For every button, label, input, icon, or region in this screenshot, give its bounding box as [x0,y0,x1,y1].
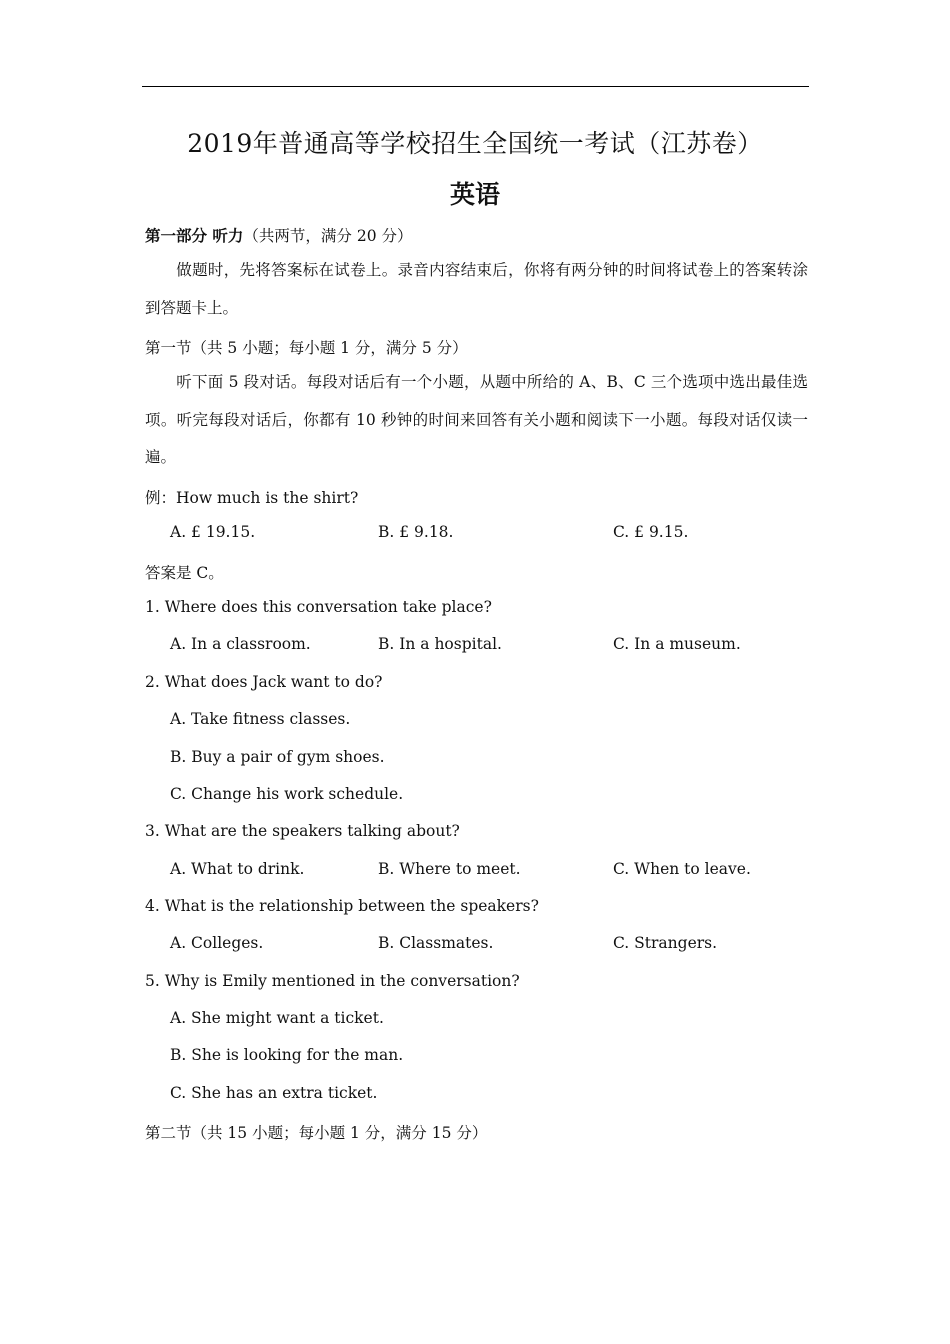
header-rule [142,86,809,87]
part1-instruction-text: 做题时，先将答案标在试卷上。录音内容结束后，你将有两分钟的时间将试卷上的答案转涂到答题卡上。 [145,261,808,317]
q3-option-b: B. Where to meet. [378,860,521,878]
q1-option-c: C. In a museum. [613,635,741,653]
question-5: 5. Why is Emily mentioned in the conversation? [145,972,520,990]
q2-option-a: A. Take fitness classes. [170,710,351,728]
q5-option-b: B. She is looking for the man. [170,1046,404,1064]
question-1: 1. Where does this conversation take place? [145,598,492,616]
example-answer: 答案是 C。 [145,564,224,582]
question-3: 3. What are the speakers talking about? [145,822,460,840]
example-option-b: B. £ 9.18. [378,523,454,541]
part1-heading-bold: 第一部分 听力 [145,226,244,245]
q3-option-c: C. When to leave. [613,860,751,878]
q5-option-c: C. She has an extra ticket. [170,1084,378,1102]
q3-option-a: A. What to drink. [170,860,305,878]
q1-option-b: B. In a hospital. [378,635,502,653]
q4-option-a: A. Colleges. [170,934,264,952]
part1-instruction [145,252,808,327]
section1-instruction-text: 听下面 5 段对话。每段对话后有一个小题，从题中所给的 A、B、C 三个选项中选出最佳选项。听完每段对话后，你都有 10 秒钟的时间来回答有关小题和阅读下一小题。每段对话仅读一遍。 [145,373,808,466]
q4-option-b: B. Classmates. [378,934,494,952]
q5-option-a: A. She might want a ticket. [170,1009,384,1027]
q4-option-c: C. Strangers. [613,934,718,952]
part1-heading [145,224,412,246]
example-option-a: A. £ 19.15. [170,523,256,541]
exam-title: 2019年普通高等学校招生全国统一考试（江苏卷） [187,129,763,158]
section1-heading: 第一节（共 5 小题；每小题 1 分，满分 5 分） [145,339,468,357]
part1-heading-note: （共两节，满分 20 分） [243,227,413,245]
q2-option-c: C. Change his work schedule. [170,785,404,803]
section2-heading: 第二节（共 15 小题；每小题 1 分，满分 15 分） [145,1124,488,1142]
example-question: 例：How much is the shirt? [145,489,359,507]
question-4: 4. What is the relationship between the speakers? [145,897,539,915]
question-2: 2. What does Jack want to do? [145,673,383,691]
subject-title: 英语 [449,180,500,209]
example-option-c: C. £ 9.15. [613,523,689,541]
section1-instruction [145,364,808,477]
q2-option-b: B. Buy a pair of gym shoes. [170,748,385,766]
q1-option-a: A. In a classroom. [170,635,311,653]
